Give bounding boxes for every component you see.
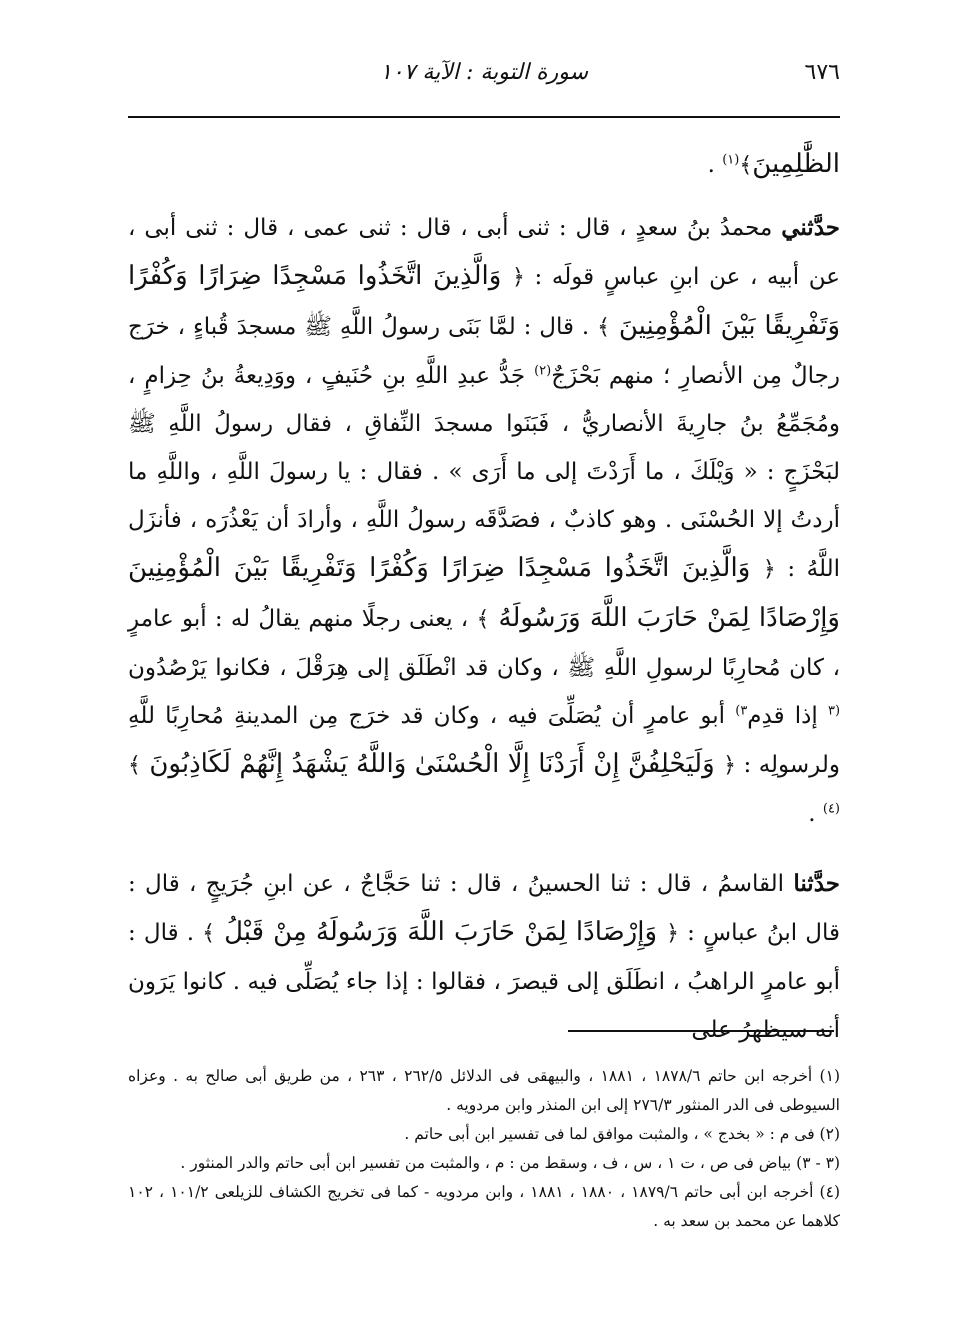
- body-paragraph: [128, 140, 840, 190]
- quran-bracket: ﴿: [762, 557, 776, 582]
- footnotes: [128, 1062, 840, 1236]
- narrator-term: حدَّثنا: [793, 870, 840, 897]
- narrator-term: حدَّثني: [781, 214, 840, 241]
- main-text: [128, 140, 840, 1076]
- quran-bracket: ﴾: [202, 921, 216, 946]
- body-text-run: القاسمُ ، قال : ثنا الحسينُ ، قال : ثنا حَجَّاجٌ ، عن ابنِ جُرَيجٍ ، قال : قال ابنُ عباسٍ :: [128, 871, 840, 946]
- footnote-3: (٣ - ٣) بياض فى ص ، ت ١ ، س ، ف ، وسقط من : م ، والمثبت من تفسير ابن أبى حاتم والدر المنثور .: [180, 1154, 840, 1172]
- body-text-run: ، يعنى رجلًا منهم يقالُ له : أبو عامرٍ ، كان مُحارِبًا لرسولِ اللَّهِ ﷺ ، وكان قد انْطَلَق إلى هِرَقْلَ ، فكانوا يَرْصُدُون: [128, 606, 840, 681]
- footnote-2: (٢) فى م : « بخدج » ، والمثبت موافق لما فى تفسير ابن أبى حاتم .: [404, 1125, 840, 1143]
- quran-bracket: ﴾: [128, 753, 141, 778]
- quran-bracket: ﴿: [511, 265, 525, 290]
- footnote-marker: (٢): [534, 363, 552, 379]
- page-header: [128, 58, 840, 98]
- quran-bracket: ﴿: [723, 753, 736, 778]
- footnote-marker: (٤): [822, 801, 840, 817]
- body-paragraph: [128, 204, 840, 838]
- footnote-divider: [568, 1030, 834, 1032]
- quran-bracket: ﴾: [739, 153, 753, 178]
- footnote-marker: ٣): [735, 703, 748, 719]
- running-title: سورة التوبة : الآية ١٠٧: [379, 60, 589, 85]
- body-text-run: . قال : لمَّا بَنَى رسولُ اللَّهِ ﷺ مسجدَ قُباءٍ ، خرَج رجالٌ مِن الأنصارِ ؛ منهم بَحْزَجٌ: [128, 314, 840, 389]
- body-text-run: جَدُّ عبدِ اللَّهِ بنِ حُنَيفٍ ، ووَدِيعةُ بنُ حِزامٍ ، ومُجَمِّعُ بنُ جارِيةَ الأنصاريُّ ، فَبَنَوا مسجدَ النِّفاقِ ، فقال رسولُ اللَّهِ ﷺ لبَحْزَجٍ : « وَيْلَكَ ، ما أَرَدْتَ إلى ما أَرَى » . فقال : يا رسولَ اللَّهِ ، واللَّهِ ما أردتُ إلا الحُسْنَى . وهو كاذبٌ ، فصَدَّقَه رسولُ اللَّهِ ، وأرادَ أن يَعْذُرَه ، فأنزَل اللَّهُ :: [128, 363, 841, 582]
- quran-quote: وَلَيَحْلِفُنَّ إِنْ أَرَدْنَا إِلَّا الْحُسْنَىٰ وَاللَّهُ يَشْهَدُ إِنَّهُمْ لَكَاذِبُونَ: [140, 749, 724, 779]
- footnote-1: (١) أخرجه ابن حاتم ١٨٧٨/٦ ، ١٨٨١ ، والبيهقى فى الدلائل ٢٦٢/٥ ، ٢٦٣ ، من طريق أبى صالح به . وعزاه السيوطى فى الدر المنثور ٢٧٦/٣ إلى ابن المنذر وابن مردويه .: [128, 1067, 840, 1114]
- header-divider: [128, 116, 840, 118]
- footnote-4: (٤) أخرجه ابن أبى حاتم ١٨٧٩/٦ ، ١٨٨٠ ، ١٨٨١ ، وابن مردويه - كما فى تخريج الكشاف للزيلعى ١٠١/٢ ، ١٠٢ كلاهما عن محمد بن سعد به .: [128, 1183, 840, 1230]
- quran-quote: وَإِرْصَادًا لِمَنْ حَارَبَ اللَّهَ وَرَسُولَهُ مِنْ قَبْلُ: [215, 917, 667, 947]
- quran-bracket: ﴾: [476, 607, 490, 632]
- body-text-run: إذا قدِم: [747, 703, 828, 729]
- quran-bracket: ﴿: [666, 921, 679, 946]
- quran-quote: وَالَّذِينَ اتَّخَذُوا مَسْجِدًا ضِرَارًا وَكُفْرًا وَتَفْرِيقًا بَيْنَ الْمُؤْمِنِينَ: [128, 261, 840, 341]
- body-text-run: .: [808, 801, 823, 827]
- body-text-run: .: [707, 152, 723, 178]
- quran-quote: الظَّٰلِمِينَ: [752, 149, 840, 179]
- footnote-marker: (٣: [827, 703, 841, 719]
- quran-quote: وَالَّذِينَ اتَّخَذُوا مَسْجِدًا ضِرَارًا وَكُفْرًا وَتَفْرِيقًا بَيْنَ الْمُؤْمِنِينَ وَإِرْصَادًا لِمَنْ حَارَبَ اللَّهَ وَرَسُولَهُ: [128, 553, 840, 633]
- body-text-run: . قال : أبو عامرٍ الراهبُ ، انطَلَق إلى قيصرَ ، فقالوا : إذا جاء يُصَلِّى فيه . كانوا يَرَون أنه سيظهرُ على: [128, 920, 840, 1043]
- footnote-marker: (١): [722, 152, 740, 168]
- body-paragraph: [128, 860, 840, 1054]
- page-number: ٦٧٦: [804, 60, 840, 85]
- body-text-run: محمدُ بنُ سعدٍ ، قال : ثنى أبى ، قال : ثنى عمى ، قال : ثنى أبى ، عن أبيه ، عن ابنِ عباسٍ قولَه :: [128, 215, 840, 290]
- quran-bracket: ﴾: [597, 315, 610, 340]
- body-text-run: أبو عامرٍ أن يُصَلِّىَ فيه ، وكان قد خرَج مِن المدينةِ مُحارِبًا للَّهِ ولرسولِه :: [128, 703, 840, 778]
